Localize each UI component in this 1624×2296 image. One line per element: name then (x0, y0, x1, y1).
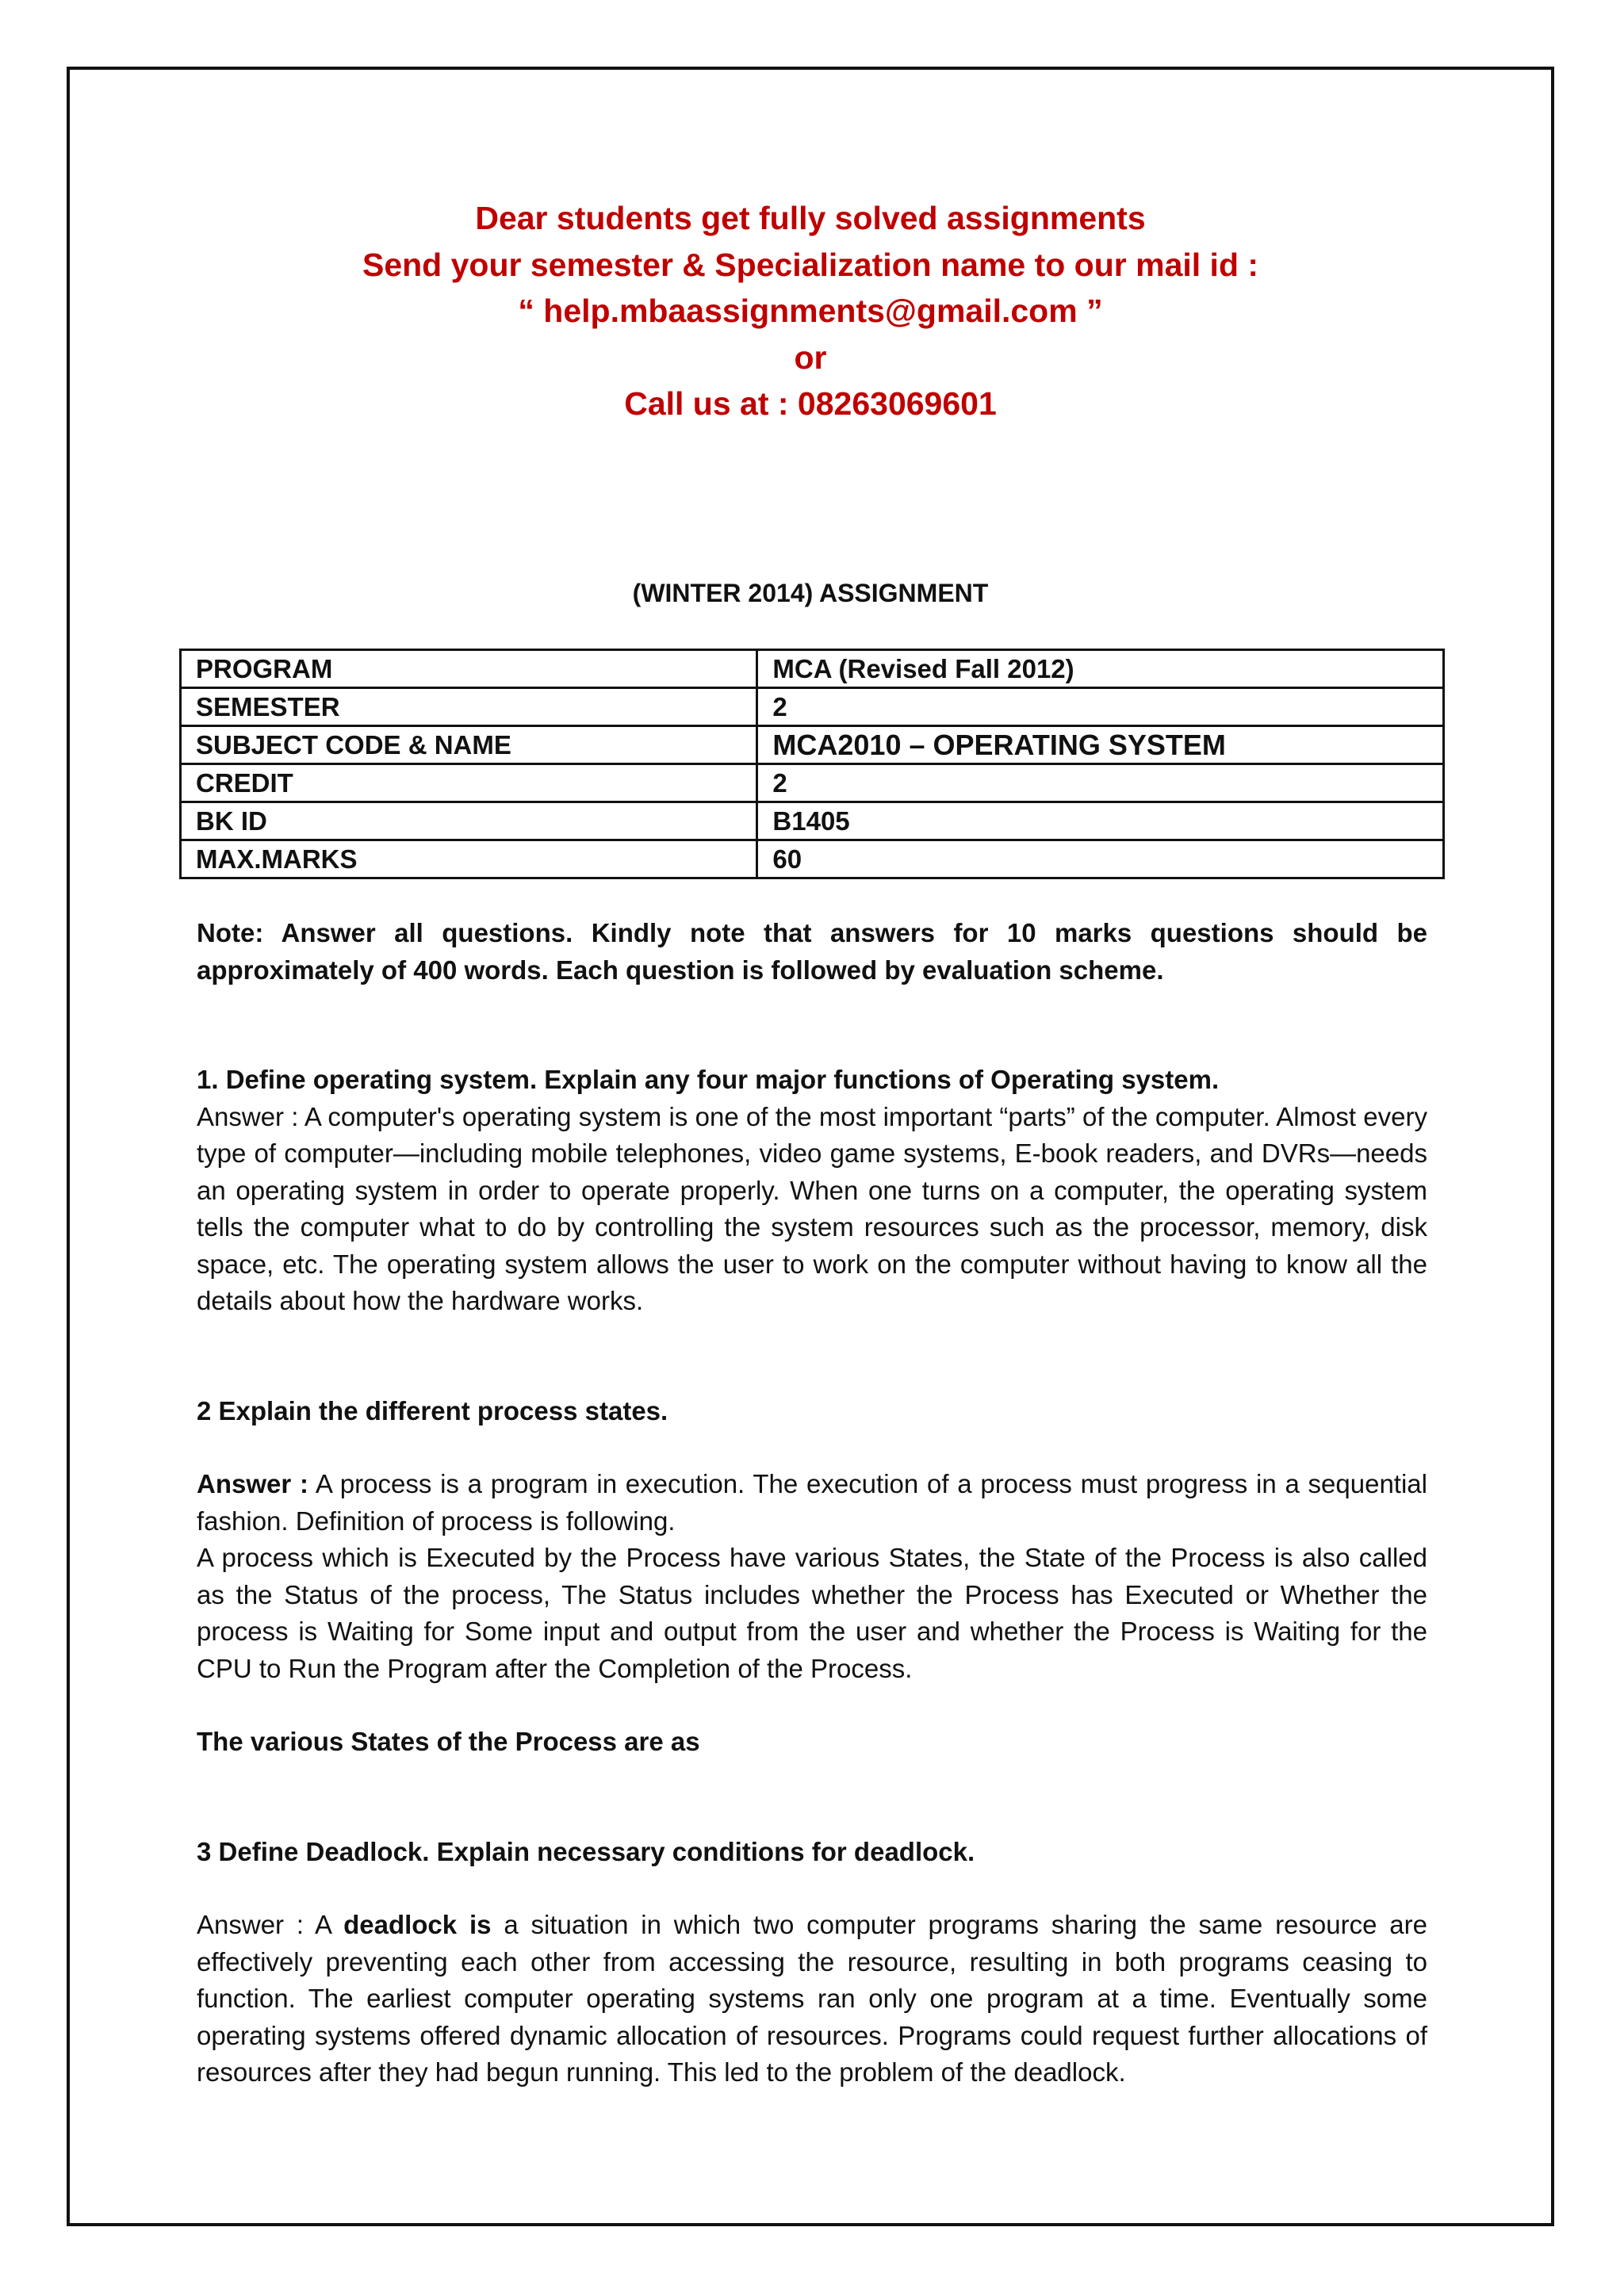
assignment-title: (WINTER 2014) ASSIGNMENT (632, 579, 989, 607)
table-row (181, 764, 1444, 802)
answer-3-text: a situation in which two computer programs sharing the same resource are effectively preventing each other from accessing the resource, resulting in both programs ceasing to function. The earliest computer operating systems ran only one program at a time. Eventually some operating systems offered dynamic allocation of resources. Programs could request further allocations of resources after they had begun running. This led to the problem of the deadlock. (197, 1910, 1427, 2087)
table-value: B1405 (757, 802, 1444, 840)
table-row (181, 802, 1444, 840)
note-paragraph: Note: Answer all questions. Kindly note that answers for 10 marks questions should be approximately of 400 words. Each question is followed by evaluation scheme. (197, 918, 1427, 985)
answer-3-prefix: Answer : A (197, 1910, 344, 1939)
table-value: MCA (Revised Fall 2012) (757, 650, 1444, 688)
answer-3-keyword: deadlock is (343, 1910, 492, 1939)
answer-2-label: Answer : (197, 1469, 308, 1498)
question-1: 1. Define operating system. Explain any four major functions of Operating system. (197, 1065, 1220, 1094)
answer-1: Answer : A computer's operating system is one of the most important “parts” of the computer. Almost every type of computer—including mobile telephones, video game systems, E-book readers, and DVRs—needs an operating system in order to operate properly. When one turns on a computer, the operating system tells the computer what to do by controlling the system resources such as the processor, memory, disk space, etc. The operating system allows the user to work on the computer without having to know all the details about how the hardware works. (197, 1101, 1427, 1315)
table-row (181, 688, 1444, 726)
spacer (197, 1429, 1427, 1466)
process-states-heading: The various States of the Process are as (197, 1727, 700, 1756)
assignment-info-table (179, 649, 1445, 879)
table-value: 2 (757, 688, 1444, 726)
table-row (181, 650, 1444, 688)
promo-line-2: Send your semester & Specialization name to our mail id : (362, 246, 1259, 283)
table-label: PROGRAM (181, 650, 757, 688)
table-label: MAX.MARKS (181, 840, 757, 878)
table-label: BK ID (181, 802, 757, 840)
spacer (197, 1320, 1427, 1393)
answer-2-text: A process is a program in execution. The execution of a process must progress in a sequential fashion. Definition of process is following. (197, 1469, 1427, 1536)
table-row (181, 726, 1444, 764)
table-value: MCA2010 – OPERATING SYSTEM (757, 726, 1444, 764)
spacer (197, 1687, 1427, 1724)
table-label: SUBJECT CODE & NAME (181, 726, 757, 764)
question-2: 2 Explain the different process states. (197, 1395, 668, 1425)
table-label: SEMESTER (181, 688, 757, 726)
question-3: 3 Define Deadlock. Explain necessary conditions for deadlock. (197, 1836, 975, 1866)
assignment-content (197, 915, 1427, 2091)
spacer (197, 1761, 1427, 1834)
table-value: 2 (757, 764, 1444, 802)
spacer (197, 1870, 1427, 1907)
answer-2-paragraph-1 (197, 1466, 1427, 1540)
answer-2-paragraph-2: A process which is Executed by the Process have various States, the State of the Process is also called as the Status of the process, The Status includes whether the Process has Executed or Whether the process is Waiting for Some input and output from the user and whether the Process is Waiting for the CPU to Run the Program after the Completion of the Process. (197, 1543, 1427, 1683)
answer-3 (197, 1907, 1427, 2091)
promo-email: “ help.mbaassignments@gmail.com ” (518, 293, 1103, 329)
promo-phone: Call us at : 08263069601 (624, 385, 997, 422)
table-label: CREDIT (181, 764, 757, 802)
table-value: 60 (757, 840, 1444, 878)
table-row (181, 840, 1444, 878)
promo-banner (67, 195, 1554, 427)
promo-line-1: Dear students get fully solved assignments (475, 200, 1146, 236)
spacer (197, 989, 1427, 1062)
promo-or: or (794, 339, 827, 376)
